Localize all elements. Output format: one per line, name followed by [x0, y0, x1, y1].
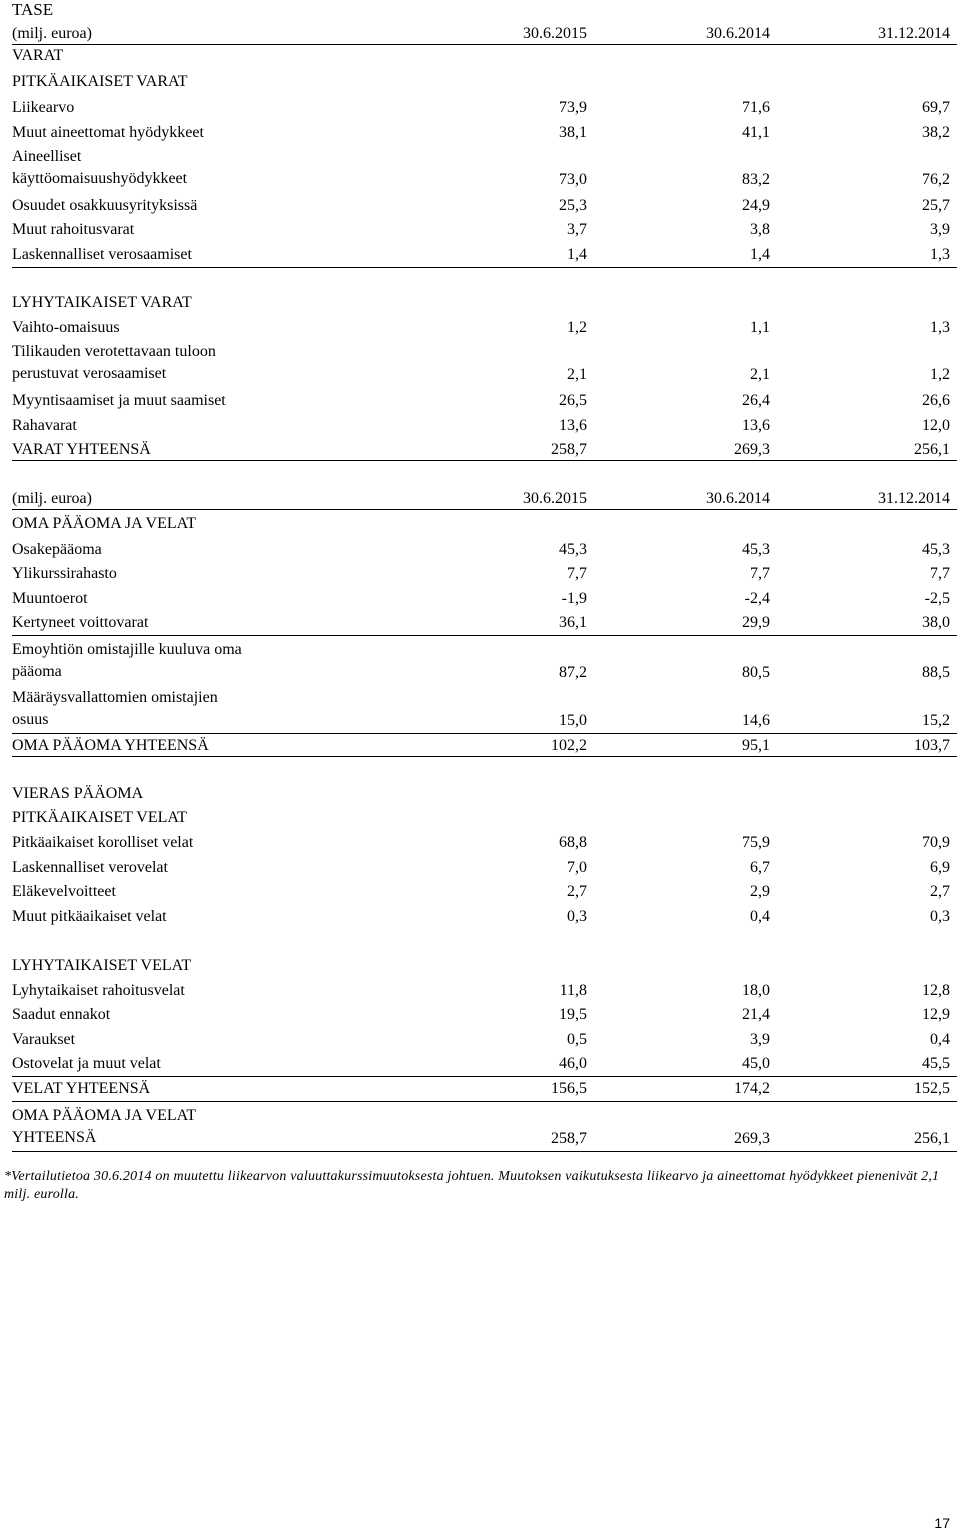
- row-value-2: 29,9: [742, 614, 770, 631]
- row-label: Muuntoerot: [12, 590, 88, 607]
- row-value-3: 38,2: [922, 124, 950, 141]
- liability-row: [12, 905, 957, 929]
- row-value-2: 30.6.2014: [706, 490, 770, 507]
- row-value-1: 2,1: [567, 366, 587, 383]
- liability-row: [12, 587, 957, 611]
- asset-row: [12, 243, 957, 268]
- row-label: (milj. euroa): [12, 25, 92, 42]
- row-label: PITKÄAIKAISET VARAT: [12, 73, 188, 90]
- row-label: Emoyhtiön omistajille kuuluva oma pääoma: [12, 641, 242, 680]
- row-value-3: 12,0: [922, 417, 950, 434]
- column-header-row: [12, 22, 957, 45]
- row-value-3: 12,9: [922, 1006, 950, 1023]
- row-value-3: 69,7: [922, 99, 950, 116]
- row-value-1: 30.6.2015: [523, 490, 587, 507]
- liability-row: [12, 1052, 957, 1077]
- row-label: VELAT YHTEENSÄ: [12, 1080, 151, 1097]
- page-title: TASE: [12, 0, 54, 19]
- row-value-1: 156,5: [551, 1080, 587, 1097]
- row-value-1: 38,1: [559, 124, 587, 141]
- row-label: Muut rahoitusvarat: [12, 221, 135, 238]
- row-value-3: 1,3: [930, 246, 950, 263]
- row-value-2: 13,6: [742, 417, 770, 434]
- row-value-3: 45,3: [922, 541, 950, 558]
- row-value-2: 18,0: [742, 982, 770, 999]
- row-value-3: 152,5: [914, 1080, 950, 1097]
- row-value-3: 31.12.2014: [878, 25, 950, 42]
- row-value-3: -2,5: [924, 590, 950, 607]
- row-label: Rahavarat: [12, 417, 77, 434]
- row-label: Pitkäaikaiset korolliset velat: [12, 834, 194, 851]
- row-value-2: 26,4: [742, 392, 770, 409]
- column-header-row-2: [12, 487, 957, 510]
- liability-row: [12, 734, 957, 757]
- liability-row: [12, 856, 957, 880]
- row-label: OMA PÄÄOMA YHTEENSÄ: [12, 737, 209, 754]
- asset-row: [12, 121, 957, 145]
- row-value-3: 45,5: [922, 1055, 950, 1072]
- row-label: LYHYTAIKAISET VARAT: [12, 294, 192, 311]
- row-value-3: 7,7: [930, 565, 950, 582]
- row-value-2: 174,2: [734, 1080, 770, 1097]
- row-label: Muut aineettomat hyödykkeet: [12, 124, 204, 141]
- liability-row: [12, 639, 957, 685]
- liability-row: [12, 782, 957, 806]
- row-value-3: 26,6: [922, 392, 950, 409]
- row-value-1: 1,4: [567, 246, 587, 263]
- row-label: OMA PÄÄOMA JA VELAT YHTEENSÄ: [12, 1107, 197, 1146]
- row-value-1: 2,7: [567, 883, 587, 900]
- row-label: Laskennalliset verovelat: [12, 859, 168, 876]
- row-label: Liikearvo: [12, 99, 75, 116]
- asset-row: [12, 316, 957, 340]
- row-value-3: 103,7: [914, 737, 950, 754]
- row-value-2: 75,9: [742, 834, 770, 851]
- row-value-2: 45,0: [742, 1055, 770, 1072]
- row-value-3: 2,7: [930, 883, 950, 900]
- row-value-1: 13,6: [559, 417, 587, 434]
- row-label: (milj. euroa): [12, 490, 92, 507]
- row-value-1: 36,1: [559, 614, 587, 631]
- row-label: Laskennalliset verosaamiset: [12, 246, 192, 263]
- row-value-3: 38,0: [922, 614, 950, 631]
- row-value-2: 83,2: [742, 171, 770, 188]
- row-value-2: 80,5: [742, 664, 770, 681]
- row-value-1: 3,7: [567, 221, 587, 238]
- row-value-1: 73,0: [559, 171, 587, 188]
- row-value-3: 25,7: [922, 197, 950, 214]
- liability-row: [12, 1105, 957, 1152]
- asset-row: [12, 389, 957, 413]
- row-value-3: 15,2: [922, 712, 950, 729]
- row-value-3: 256,1: [914, 1130, 950, 1147]
- asset-row: [12, 70, 957, 94]
- row-value-1: 7,0: [567, 859, 587, 876]
- row-value-2: 2,1: [750, 366, 770, 383]
- row-value-3: 1,3: [930, 319, 950, 336]
- row-value-1: 258,7: [551, 441, 587, 458]
- row-value-2: 21,4: [742, 1006, 770, 1023]
- asset-row: [12, 341, 957, 387]
- row-value-2: 1,1: [750, 319, 770, 336]
- row-value-1: 25,3: [559, 197, 587, 214]
- row-value-2: 0,4: [750, 908, 770, 925]
- asset-row: [12, 146, 957, 192]
- liability-row: [12, 806, 957, 830]
- row-label: Kertyneet voittovarat: [12, 614, 149, 631]
- liability-row: [12, 880, 957, 904]
- liability-row: [12, 538, 957, 562]
- row-value-1: 0,5: [567, 1031, 587, 1048]
- row-label: Vaihto-omaisuus: [12, 319, 120, 336]
- row-label: LYHYTAIKAISET VELAT: [12, 957, 192, 974]
- row-value-2: 45,3: [742, 541, 770, 558]
- row-value-3: 0,4: [930, 1031, 950, 1048]
- row-value-1: 15,0: [559, 712, 587, 729]
- row-label: Osuudet osakkuusyrityksissä: [12, 197, 198, 214]
- section-heading-liabilities: [12, 512, 957, 536]
- row-value-3: 70,9: [922, 834, 950, 851]
- row-value-1: 45,3: [559, 541, 587, 558]
- page-number: 17: [934, 1515, 950, 1531]
- row-value-3: 6,9: [930, 859, 950, 876]
- row-value-1: 258,7: [551, 1130, 587, 1147]
- row-value-1: 46,0: [559, 1055, 587, 1072]
- asset-row: [12, 291, 957, 315]
- row-label: PITKÄAIKAISET VELAT: [12, 809, 187, 826]
- liability-row: [12, 611, 957, 636]
- row-value-1: 26,5: [559, 392, 587, 409]
- liability-row: [12, 954, 957, 978]
- row-value-3: 88,5: [922, 664, 950, 681]
- row-label: OMA PÄÄOMA JA VELAT: [12, 515, 197, 532]
- row-value-3: 0,3: [930, 908, 950, 925]
- row-value-1: 0,3: [567, 908, 587, 925]
- liability-row: [12, 687, 957, 734]
- row-value-2: 3,9: [750, 1031, 770, 1048]
- row-value-2: 3,8: [750, 221, 770, 238]
- row-value-1: 1,2: [567, 319, 587, 336]
- row-value-1: 68,8: [559, 834, 587, 851]
- row-value-2: 14,6: [742, 712, 770, 729]
- row-label: Osakepääoma: [12, 541, 102, 558]
- row-label: Myyntisaamiset ja muut saamiset: [12, 392, 226, 409]
- row-label: Lyhytaikaiset rahoitusvelat: [12, 982, 185, 999]
- row-value-2: 1,4: [750, 246, 770, 263]
- row-value-2: 269,3: [734, 1130, 770, 1147]
- row-value-1: -1,9: [561, 590, 587, 607]
- asset-row: [12, 194, 957, 218]
- row-value-3: 12,8: [922, 982, 950, 999]
- row-value-3: 1,2: [930, 366, 950, 383]
- row-value-1: 102,2: [551, 737, 587, 754]
- row-label: Saadut ennakot: [12, 1006, 111, 1023]
- asset-row: [12, 218, 957, 242]
- row-value-2: 24,9: [742, 197, 770, 214]
- row-value-3: 31.12.2014: [878, 490, 950, 507]
- row-label: Muut pitkäaikaiset velat: [12, 908, 167, 925]
- row-label: Tilikauden verotettavaan tuloon perustuvat verosaamiset: [12, 343, 216, 382]
- row-label: Ostovelat ja muut velat: [12, 1055, 161, 1072]
- asset-row: [12, 414, 957, 438]
- row-value-2: 7,7: [750, 565, 770, 582]
- asset-row: [12, 96, 957, 120]
- row-value-1: 11,8: [559, 982, 587, 999]
- liability-row: [12, 1028, 957, 1052]
- row-label: Varaukset: [12, 1031, 76, 1048]
- row-value-2: 41,1: [742, 124, 770, 141]
- section-heading-assets: [12, 44, 957, 68]
- row-value-1: 73,9: [559, 99, 587, 116]
- row-value-3: 76,2: [922, 171, 950, 188]
- row-label: VARAT YHTEENSÄ: [12, 441, 151, 458]
- row-label: VIERAS PÄÄOMA: [12, 785, 144, 802]
- row-label: Eläkevelvoitteet: [12, 883, 116, 900]
- liability-row: [12, 831, 957, 855]
- asset-row: [12, 438, 957, 461]
- row-value-3: 3,9: [930, 221, 950, 238]
- row-value-2: 2,9: [750, 883, 770, 900]
- row-value-2: 30.6.2014: [706, 25, 770, 42]
- row-value-2: 6,7: [750, 859, 770, 876]
- liability-row: [12, 979, 957, 1003]
- liability-row: [12, 1077, 957, 1102]
- row-label: Ylikurssirahasto: [12, 565, 117, 582]
- row-label: Aineelliset käyttöomaisuushyödykkeet: [12, 148, 188, 187]
- row-value-1: 7,7: [567, 565, 587, 582]
- row-value-1: 30.6.2015: [523, 25, 587, 42]
- footnote: *Vertailutietoa 30.6.2014 on muutettu liikearvon valuuttakurssimuutoksesta johtuen. Muutoksen vaikutuksesta liikearvo ja aineettomat hyödykkeet pienenivät 2,1 milj. eurolla.: [4, 1169, 940, 1202]
- row-value-2: -2,4: [744, 590, 770, 607]
- liability-row: [12, 562, 957, 586]
- row-value-3: 256,1: [914, 441, 950, 458]
- row-value-1: 87,2: [559, 664, 587, 681]
- row-label: VARAT: [12, 47, 64, 64]
- row-value-2: 71,6: [742, 99, 770, 116]
- row-label: Määräysvallattomien omistajien osuus: [12, 689, 218, 728]
- row-value-2: 95,1: [742, 737, 770, 754]
- row-value-2: 269,3: [734, 441, 770, 458]
- liability-row: [12, 1003, 957, 1027]
- row-value-1: 19,5: [559, 1006, 587, 1023]
